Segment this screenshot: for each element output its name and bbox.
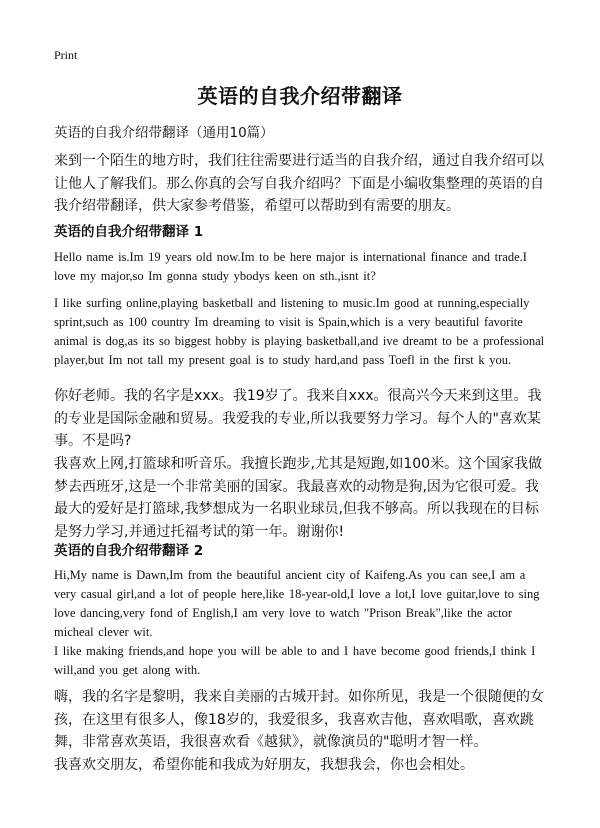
- section-2-english-paragraph-1: Hi,My name is Dawn,Im from the beautiful ancient city of Kaifeng.As you can see,I am a very casual girl,and a lot of people here,like 18-year-old,I love a lot,I love guitar,love to sing love dancing,very fond of English,I am very love to watch "Prison Break",like the actor micheal clever wit.: [54, 568, 540, 639]
- section-1-english-paragraph-1: Hello name is.Im 19 years old now.Im to be here major is international finance and trade.I love my major,so Im gonna study ybodys keen on sth.,isnt it?: [54, 250, 527, 283]
- document-subtitle: 英语的自我介绍带翻译（通用10篇）: [54, 125, 274, 141]
- section-2-english-paragraph-2: I like making friends,and hope you will be able to and I have become good friends,I think I will,and you get along with.: [54, 644, 536, 677]
- section-1-heading: 英语的自我介绍带翻译 1: [54, 224, 204, 240]
- print-label[interactable]: Print: [54, 48, 78, 62]
- section-1-chinese-paragraph-2: 我喜欢上网,打篮球和听音乐。我擅长跑步,尤其是短跑,如100米。这个国家我做梦去西班牙,这是一个非常美丽的国家。我最喜欢的动物是狗,因为它很可爱。我最大的爱好是打篮球,我梦想成为一名职业球员,但我不够高。所以我现在的目标是努力学习,并通过托福考试的第一年。谢谢你!: [54, 456, 543, 540]
- section-2-heading: 英语的自我介绍带翻译 2: [54, 543, 204, 559]
- section-1-english-paragraph-2: I like surfing online,playing basketball and listening to music.Im good at running,especially sprint,such as 100 country Im dreaming to visit is Spain,which is a very beautiful favorite animal is dog,as its so biggest hobby is playing basketball,and ive dreamt to be a professional player,but Im not tall my present goal is to study hard,and pass Toefl in the first k you.: [54, 296, 545, 367]
- section-2-chinese-paragraph-1: 嗨，我的名字是黎明，我来自美丽的古城开封。如你所见，我是一个很随便的女孩，在这里有很多人，像18岁的，我爱很多，我喜欢吉他，喜欢唱歌，喜欢跳舞，非常喜欢英语，我很喜欢看《越狱》，就像演员的"聪明才智一样。: [54, 689, 544, 750]
- intro-paragraph: 来到一个陌生的地方时，我们往往需要进行适当的自我介绍，通过自我介绍可以让他人了解我们。那么你真的会写自我介绍吗？下面是小编收集整理的英语的自我介绍带翻译，供大家参考借鉴，希望可以帮助到有需要的朋友。: [54, 153, 544, 214]
- section-1-chinese-paragraph-1: 你好老师。我的名字是xxx。我19岁了。我来自xxx。很高兴今天来到这里。我的专业是国际金融和贸易。我爱我的专业,所以我要努力学习。每个人的"喜欢某事。不是吗?: [54, 388, 542, 449]
- page-title: 英语的自我介绍带翻译: [197, 84, 403, 108]
- section-2-chinese-paragraph-2: 我喜欢交朋友，希望你能和我成为好朋友，我想我会，你也会相处。: [54, 757, 474, 773]
